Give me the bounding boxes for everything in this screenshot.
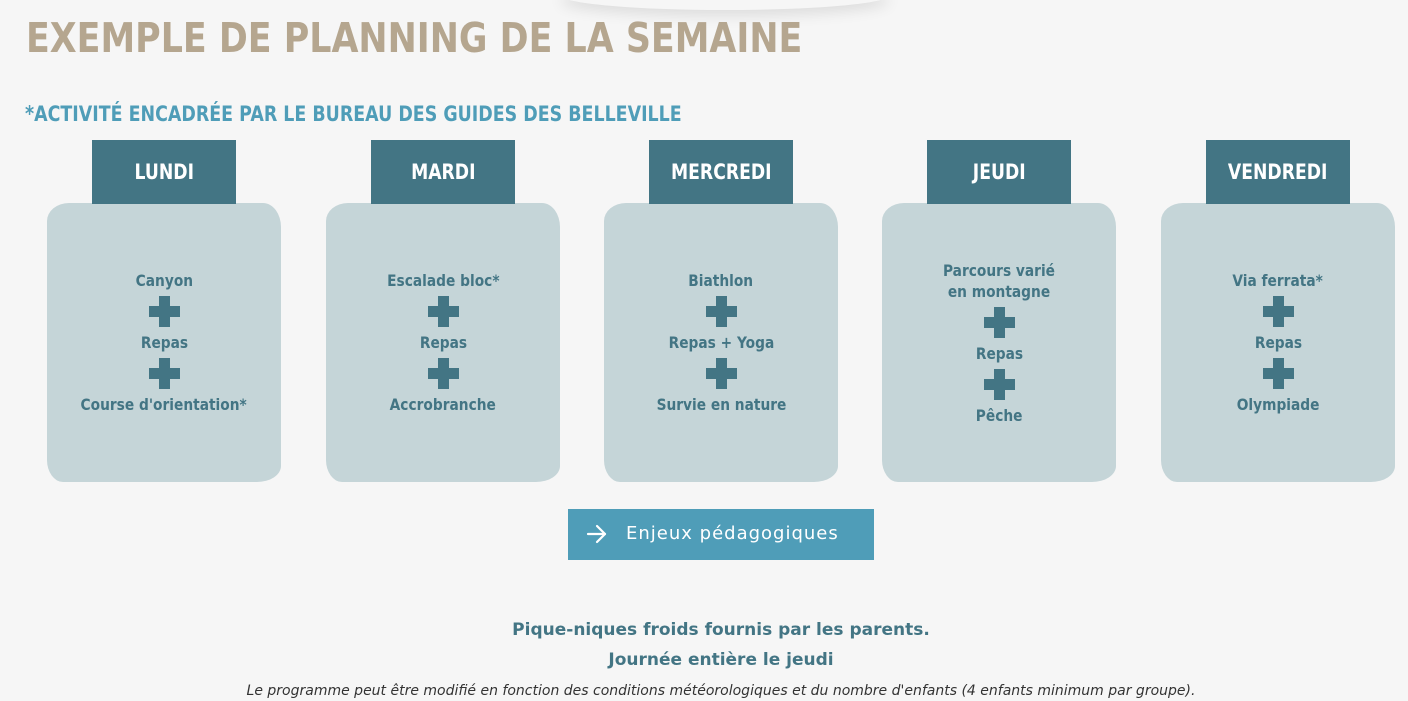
arrow-right-icon bbox=[586, 523, 608, 545]
plus-icon bbox=[149, 296, 180, 327]
activity-3: Pêche bbox=[975, 405, 1023, 425]
note-full-day: Journée entière le jeudi bbox=[608, 650, 834, 670]
day-card bbox=[882, 203, 1116, 482]
day-header bbox=[92, 140, 236, 204]
plus-icon bbox=[706, 296, 737, 327]
plus-icon bbox=[149, 358, 180, 389]
activity-2: Repas bbox=[1254, 333, 1302, 352]
disclaimer-text: Le programme peut être modifié en fonction des conditions météorologiques et du nombre d'enfants (4 enfants minimum par groupe). bbox=[246, 683, 1196, 699]
enjeux-pedagogiques-button[interactable] bbox=[568, 509, 874, 560]
plus-icon bbox=[984, 307, 1015, 338]
activity-2: Repas bbox=[140, 333, 188, 352]
button-label: Enjeux pédagogiques bbox=[626, 523, 839, 544]
day-card bbox=[47, 203, 281, 482]
activity-1: Parcours varié en montagne bbox=[942, 260, 1056, 301]
day-name: MERCREDI bbox=[670, 160, 772, 184]
activity-2: Repas bbox=[419, 333, 467, 352]
top-shadow-decoration bbox=[560, 0, 890, 10]
page-title: EXEMPLE DE PLANNING DE LA SEMAINE bbox=[26, 14, 803, 62]
plus-icon bbox=[1263, 296, 1294, 327]
day-header bbox=[927, 140, 1071, 204]
activity-1: Via ferrata* bbox=[1232, 271, 1324, 290]
activity-2: Repas + Yoga bbox=[668, 333, 774, 352]
day-name: VENDREDI bbox=[1228, 160, 1328, 184]
activity-3: Survie en nature bbox=[656, 395, 786, 414]
page-subtitle: *ACTIVITÉ ENCADRÉE PAR LE BUREAU DES GUIDES DES BELLEVILLE bbox=[25, 102, 682, 126]
day-name: JEUDI bbox=[972, 160, 1026, 184]
activity-1: Biathlon bbox=[688, 271, 754, 290]
plus-icon bbox=[984, 369, 1015, 400]
activity-3: Olympiade bbox=[1236, 395, 1320, 414]
activity-1: Canyon bbox=[135, 271, 193, 290]
plus-icon bbox=[428, 296, 459, 327]
activity-3: Course d'orientation* bbox=[80, 395, 248, 414]
activity-2: Repas bbox=[975, 343, 1023, 363]
day-name: MARDI bbox=[410, 160, 476, 184]
activity-1: Escalade bloc* bbox=[386, 271, 500, 290]
day-card bbox=[1161, 203, 1395, 482]
day-header bbox=[1206, 140, 1350, 204]
plus-icon bbox=[1263, 358, 1294, 389]
day-header bbox=[649, 140, 793, 204]
activity-3: Accrobranche bbox=[389, 395, 497, 414]
plus-icon bbox=[706, 358, 737, 389]
note-picnic: Pique-niques froids fournis par les parents. bbox=[512, 620, 930, 640]
day-card bbox=[604, 203, 838, 482]
day-header bbox=[371, 140, 515, 204]
day-name: LUNDI bbox=[134, 160, 194, 184]
day-card bbox=[326, 203, 560, 482]
plus-icon bbox=[428, 358, 459, 389]
